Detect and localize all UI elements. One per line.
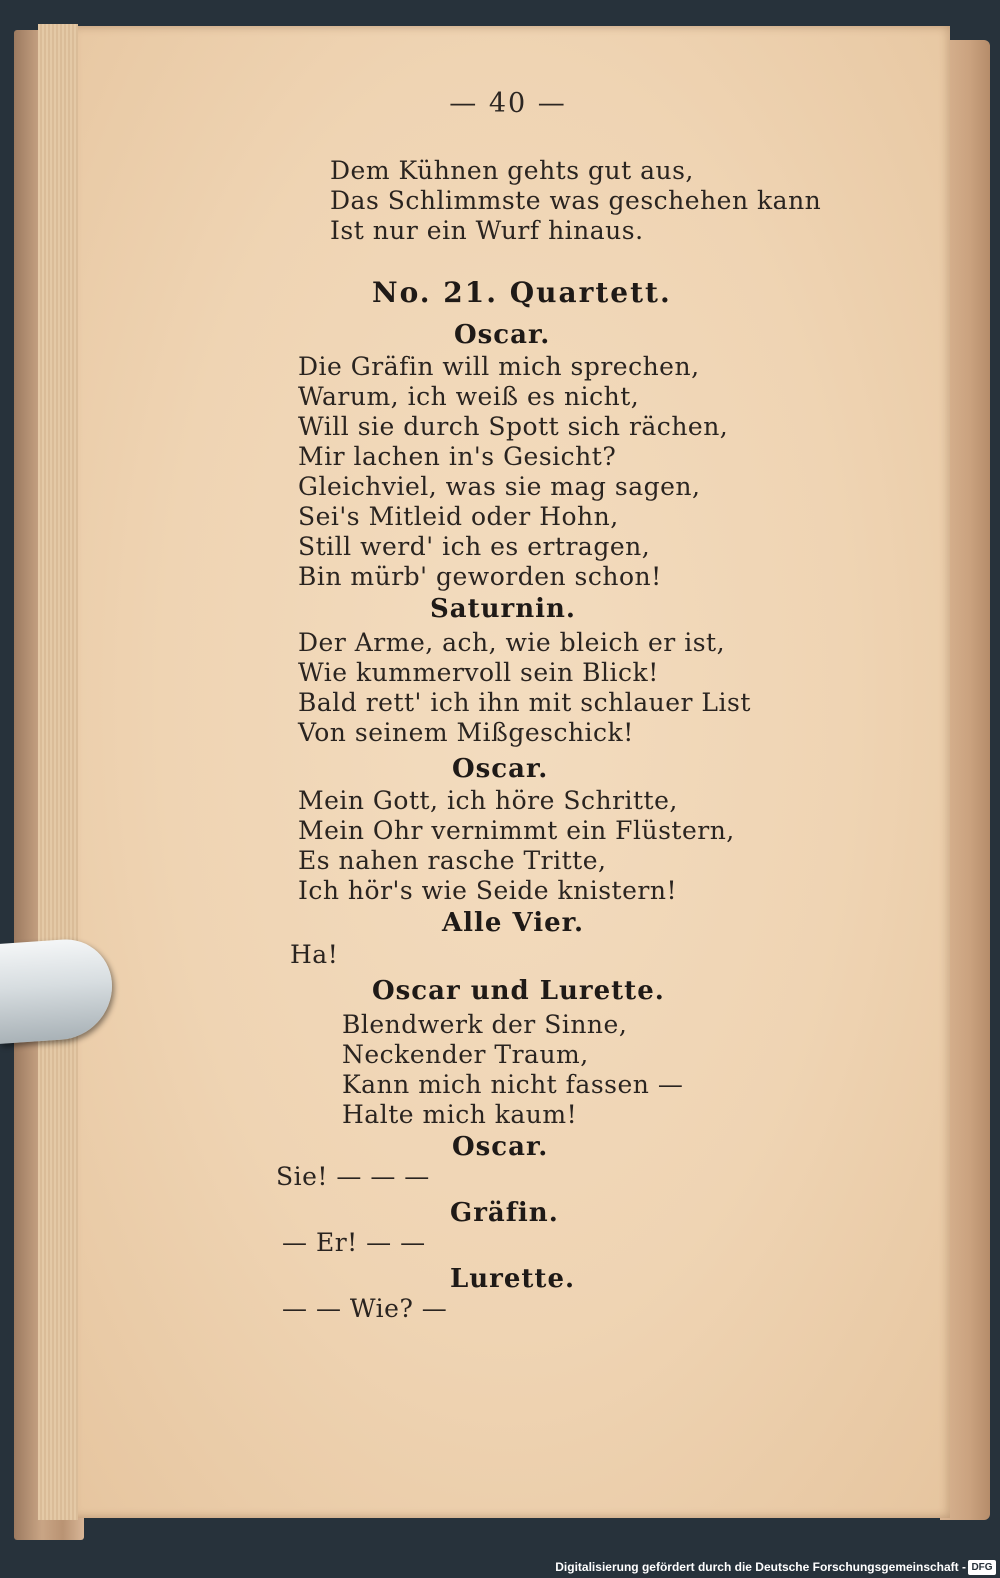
verse-line: Will sie durch Spott sich rächen, — [298, 412, 729, 441]
verse-line: Ist nur ein Wurf hinaus. — [330, 216, 644, 245]
speaker-heading: Alle Vier. — [442, 908, 585, 938]
verse-line: Sie! — — — — [276, 1162, 430, 1191]
verse-line: Ich hör's wie Seide knistern! — [298, 876, 677, 905]
verse-line: Still werd' ich es ertragen, — [298, 532, 651, 561]
dfg-logo-icon: DFG — [968, 1560, 996, 1575]
book-page — [66, 26, 950, 1518]
verse-line: Mein Gott, ich höre Schritte, — [298, 786, 678, 815]
verse-line: Die Gräfin will mich sprechen, — [298, 352, 700, 381]
verse-line: Halte mich kaum! — [342, 1100, 578, 1129]
verse-line: Von seinem Mißgeschick! — [298, 718, 634, 747]
page-number: — 40 — — [449, 88, 567, 119]
speaker-heading: Oscar. — [452, 754, 549, 784]
verse-line: Der Arme, ach, wie bleich er ist, — [298, 628, 726, 657]
verse-line: Warum, ich weiß es nicht, — [298, 382, 640, 411]
speaker-heading: Oscar. — [452, 1132, 549, 1162]
verse-line: Kann mich nicht fassen — — [342, 1070, 684, 1099]
verse-line: Bin mürb' geworden schon! — [298, 562, 662, 591]
section-heading: No. 21. Quartett. — [372, 276, 672, 309]
verse-line: Es nahen rasche Tritte, — [298, 846, 607, 875]
verse-line: Sei's Mitleid oder Hohn, — [298, 502, 619, 531]
verse-line: Wie kummervoll sein Blick! — [298, 658, 659, 687]
verse-line: — — Wie? — — [282, 1294, 448, 1323]
verse-line: Dem Kühnen gehts gut aus, — [330, 156, 694, 185]
verse-line: Gleichviel, was sie mag sagen, — [298, 472, 701, 501]
speaker-heading: Oscar und Lurette. — [372, 976, 665, 1006]
footer-bar — [0, 1556, 1000, 1578]
speaker-heading: Saturnin. — [430, 594, 576, 624]
verse-line: Das Schlimmste was geschehen kann — [330, 186, 822, 215]
verse-line: Mein Ohr vernimmt ein Flüstern, — [298, 816, 735, 845]
page-stack-edge — [38, 24, 78, 1520]
verse-line: — Er! — — — [282, 1228, 426, 1257]
footer-credit: Digitalisierung gefördert durch die Deutsche Forschungsgemeinschaft - — [555, 1560, 966, 1574]
verse-line: Ha! — [290, 940, 339, 969]
speaker-heading: Gräfin. — [450, 1198, 559, 1228]
verse-line: Mir lachen in's Gesicht? — [298, 442, 617, 471]
verse-line: Bald rett' ich ihn mit schlauer List — [298, 688, 751, 717]
speaker-heading: Lurette. — [450, 1264, 576, 1294]
verse-line: Blendwerk der Sinne, — [342, 1010, 628, 1039]
verse-line: Neckender Traum, — [342, 1040, 589, 1069]
speaker-heading: Oscar. — [454, 320, 551, 350]
